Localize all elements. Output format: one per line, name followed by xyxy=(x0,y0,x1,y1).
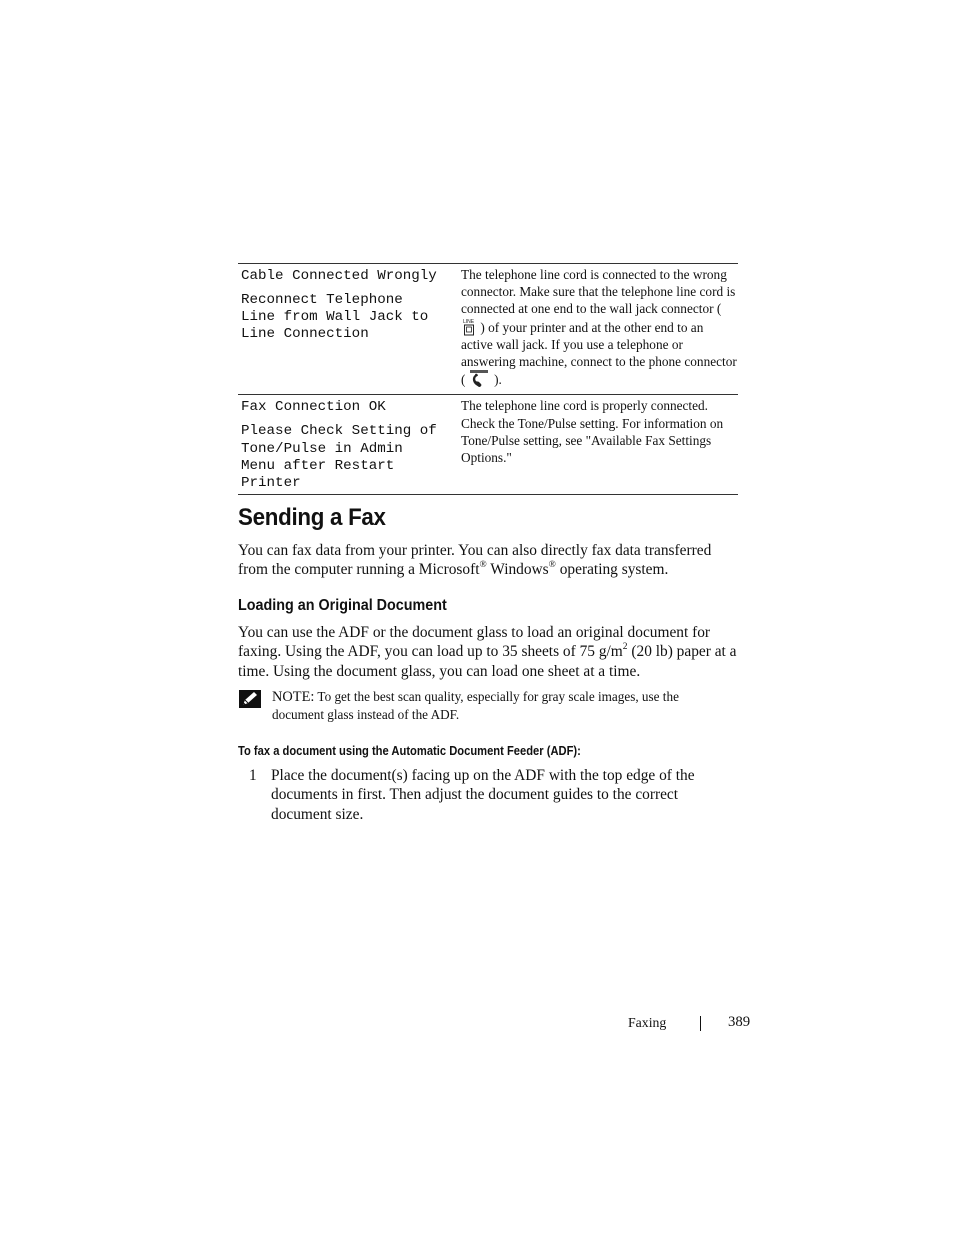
page-number: 389 xyxy=(728,1014,751,1030)
description-cell: The telephone line cord is properly connected. Check the Tone/Pulse setting. For information on Tone/Pulse setting, see "Available Fax Settings Options." xyxy=(461,398,724,466)
step-number: 1 xyxy=(249,767,257,784)
message-cell xyxy=(238,264,456,394)
intro-paragraph: You can fax data from your printer. You can also directly fax data transferred from the computer running a Microsoft® Windows® operating system. xyxy=(238,542,712,579)
table-row xyxy=(238,394,738,494)
message-table xyxy=(238,263,738,495)
loading-paragraph: You can use the ADF or the document glass to load an original document for faxing. Using the ADF, you can load up to 35 sheets of 75 $g/m^2$ (20 lb) paper at a time. Using the document glass, you can load one sheet at a time. xyxy=(238,624,737,680)
section-subheading: Loading an Original Document xyxy=(238,597,447,614)
message-title: Fax Connection OK xyxy=(241,399,386,416)
procedure-heading: To fax a document using the Automatic Document Feeder (ADF): xyxy=(238,743,581,758)
message-instruction: Reconnect Telephone Line from Wall Jack to Line Connection xyxy=(241,292,429,343)
footer-section: Faxing xyxy=(628,1015,667,1030)
phone-connector-icon xyxy=(469,370,491,388)
page-title: Sending a Fax xyxy=(238,504,386,531)
message-cell xyxy=(238,395,456,494)
message-title: Cable Connected Wrongly xyxy=(241,268,437,284)
description-cell: The telephone line cord is connected to the wrong connector. Make sure that the telephone line cord is connected at one end to the wall jack connector ( LINE ) of your printer and at the other end to an active wall jack. If you use a telephone or answering machine, connect to the phone connector ( ). xyxy=(461,267,737,388)
note-text: NOTE: To get the best scan quality, especially for gray scale images, use the document glass instead of the ADF. xyxy=(272,689,679,723)
svg-text:LINE: LINE xyxy=(463,318,475,325)
table-row xyxy=(238,264,738,394)
footer-divider xyxy=(700,1016,701,1031)
note-pencil-icon xyxy=(238,689,262,709)
line-connector-icon xyxy=(461,318,477,336)
step-text: Place the document(s) facing up on the ADF with the top edge of the documents in first. Then adjust the document guides to the correct document size. xyxy=(271,767,695,823)
message-instruction: Please Check Setting of Tone/Pulse in Admin Menu after Restart Printer xyxy=(241,423,437,492)
